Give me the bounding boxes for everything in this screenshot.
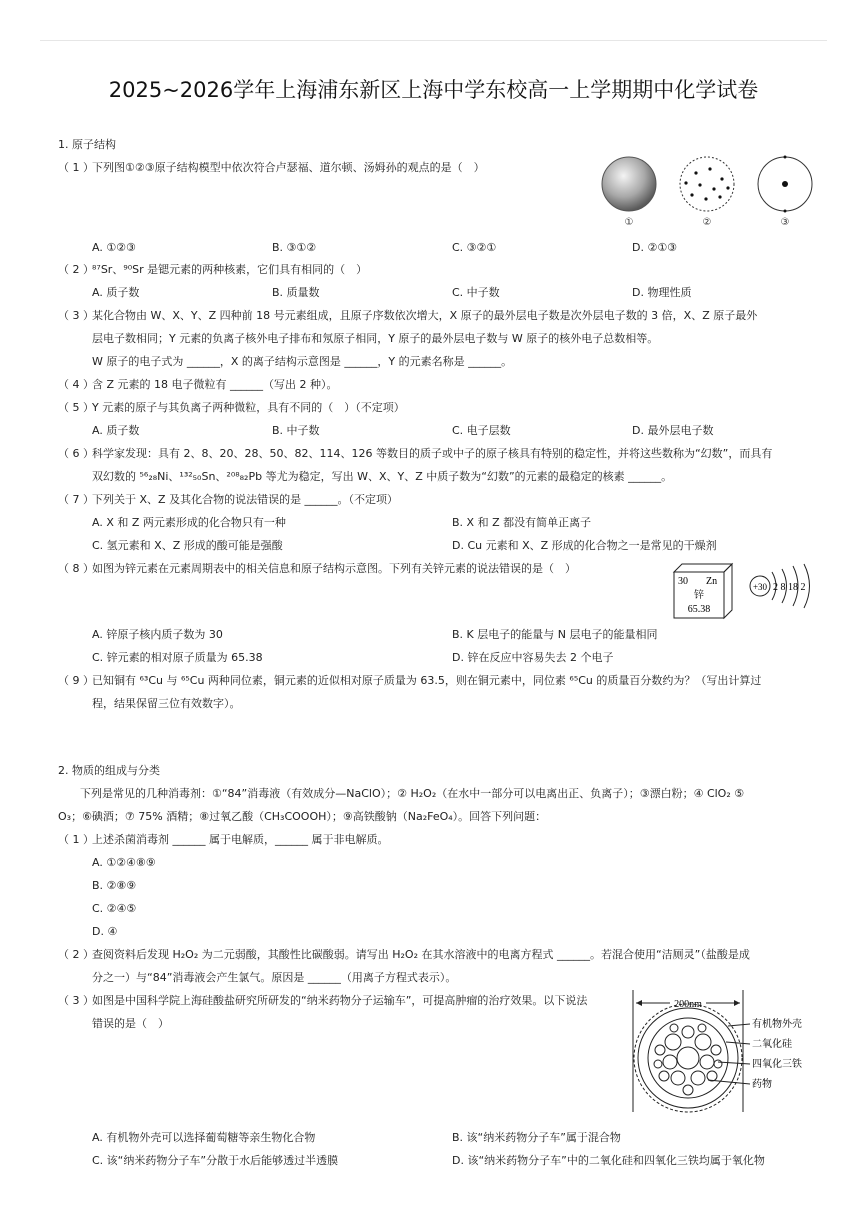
q1-2-option-d[interactable]: D. 物理性质 [632,286,692,299]
section-2-intro-line-1: 下列是常见的几种消毒剂：①“84”消毒液（有效成分—NaClO）；② H₂O₂（在水中一部分可以电离出正、负离子）；③漂白粉；④ ClO₂ ⑤ [80,787,745,800]
section-1-heading: 1. 原子结构 [58,138,116,151]
q1-3-number: （ 3 ） [58,309,94,322]
q1-9-line-2: 程，结果保留三位有效数字）。 [92,697,241,710]
figure-label-3: ③ [780,217,790,228]
figure-label-1: ① [624,217,634,228]
q1-1-option-c[interactable]: C. ③②① [452,241,497,254]
q2-2-number: （ 2 ） [58,948,94,961]
q2-3-number: （ 3 ） [58,994,94,1007]
q1-5-stem: Y 元素的原子与其负离子两种微粒，具有不同的（ ）（不定项） [92,401,405,414]
q1-8-option-b[interactable]: B. K 层电子的能量与 N 层电子的能量相同 [452,628,658,641]
q1-1-option-d[interactable]: D. ②①③ [632,241,678,254]
q2-1-option-c[interactable]: C. ②④⑤ [92,902,137,915]
q1-8-stem: 如图为锌元素在元素周期表中的相关信息和原子结构示意图。下列有关锌元素的说法错误的是（ ） [92,562,576,575]
q1-1-number: （ 1 ） [58,161,94,174]
page-top-rule [40,40,827,41]
q1-8-option-a[interactable]: A. 锌原子核内质子数为 30 [92,628,223,641]
atom-models-figure [600,155,815,230]
q1-8-option-d[interactable]: D. 锌在反应中容易失去 2 个电子 [452,651,614,664]
label-silica: 二氧化硅 [752,1039,792,1050]
q1-9-line-1: 已知铜有 ⁶³Cu 与 ⁶⁵Cu 两种同位素，铜元素的近似相对原子质量为 63.5，则在铜元素中，同位素 ⁶⁵Cu 的质量百分数约为？（写出计算过 [92,674,762,687]
q2-1-stem: 上述杀菌消毒剂 ______ 属于电解质，______ 属于非电解质。 [92,833,389,846]
q2-3-line-2: 错误的是（ ） [92,1017,169,1030]
q2-3-option-c[interactable]: C. 该“纳米药物分子车”分散于水后能够透过半透膜 [92,1154,339,1167]
zinc-atom-structure-diagram [750,564,810,608]
exam-title: 2025~2026学年上海浦东新区上海中学东校高一上学期期中化学试卷 [108,78,759,102]
scale-width-label: 200nm [674,999,702,1010]
zinc-symbol: Zn [706,576,718,587]
zinc-periodic-cell [674,564,732,618]
q1-5-option-a[interactable]: A. 质子数 [92,424,140,437]
q2-1-option-b[interactable]: B. ②⑧⑨ [92,879,137,892]
q1-7-option-c[interactable]: C. 氢元素和 X、Z 形成的酸可能是强酸 [92,539,283,552]
q2-3-option-b[interactable]: B. 该“纳米药物分子车”属于混合物 [452,1131,621,1144]
zinc-nucleus-charge: +30 [752,582,768,592]
q1-6-line-1: 科学家发现：具有 2、8、20、28、50、82、114、126 等数目的质子或中子的原子核具有特别的稳定性，并将这些数称为“幻数”，而具有 [92,447,773,460]
q2-3-option-a[interactable]: A. 有机物外壳可以选择葡萄糖等亲生物化合物 [92,1131,316,1144]
q1-4-stem: 含 Z 元素的 18 电子微粒有 ______（写出 2 种）。 [92,378,338,391]
q1-3-line-1: 某化合物由 W、X、Y、Z 四种前 18 号元素组成，且原子序数依次增大，X 原子的最外层电子数是次外层电子数的 3 倍，X、Z 原子最外 [92,309,758,322]
label-fe3o4: 四氧化三铁 [752,1059,802,1070]
q1-8-option-c[interactable]: C. 锌元素的相对原子质量为 65.38 [92,651,263,664]
figure-label-2: ② [702,217,712,228]
label-drug: 药物 [752,1079,772,1090]
q1-3-line-2: 层电子数相同；Y 元素的负离子核外电子排布和氖原子相同，Y 原子的最外层电子数与 W 原子的核外电子总数相等。 [92,332,659,345]
nano-drug-carrier-figure [628,990,813,1115]
zinc-atomic-number: 30 [678,576,688,587]
q1-8-number: （ 8 ） [58,562,94,575]
q1-1-option-b[interactable]: B. ③①② [272,241,317,254]
q1-7-option-d[interactable]: D. Cu 元素和 X、Z 形成的化合物之一是常见的干燥剂 [452,539,717,552]
q2-2-line-2: 分之一）与“84”消毒液会产生氯气。原因是 ______（用离子方程式表示）。 [92,971,457,984]
q1-1-stem: 下列图①②③原子结构模型中依次符合卢瑟福、道尔顿、汤姆孙的观点的是（ ） [92,161,485,174]
q1-7-number: （ 7 ） [58,493,94,506]
q2-1-option-d[interactable]: D. ④ [92,925,118,938]
q1-4-number: （ 4 ） [58,378,94,391]
q1-5-option-c[interactable]: C. 电子层数 [452,424,511,437]
zinc-electron-config: 2 8 18 2 [773,582,806,593]
nuclear-model-icon [758,156,812,213]
q2-1-option-a[interactable]: A. ①②④⑧⑨ [92,856,156,869]
q1-6-line-2: 双幻数的 ⁵⁶₂₈Ni、¹³²₅₀Sn、²⁰⁸₈₂Pb 等尤为稳定，写出 W、X、Y、Z 中质子数为“幻数”的元素的最稳定的核素 ______。 [92,470,673,483]
q1-9-number: （ 9 ） [58,674,94,687]
q2-3-option-d[interactable]: D. 该“纳米药物分子车”中的二氧化硅和四氧化三铁均属于氧化物 [452,1154,765,1167]
q1-2-number: （ 2 ） [58,263,94,276]
plum-pudding-model-icon [680,157,734,211]
q2-1-number: （ 1 ） [58,833,94,846]
q1-2-option-b[interactable]: B. 质量数 [272,286,320,299]
q1-5-option-b[interactable]: B. 中子数 [272,424,320,437]
q1-7-option-b[interactable]: B. X 和 Z 都没有简单正离子 [452,516,592,529]
q1-7-stem: 下列关于 X、Z 及其化合物的说法错误的是 ______。（不定项） [92,493,399,506]
q1-2-stem: ⁸⁷Sr、⁹⁰Sr 是锶元素的两种核素，它们具有相同的（ ） [92,263,368,276]
q1-1-option-a[interactable]: A. ①②③ [92,241,136,254]
zinc-element-figure [672,562,822,620]
section-2-heading: 2. 物质的组成与分类 [58,764,160,777]
q1-2-option-c[interactable]: C. 中子数 [452,286,500,299]
q1-5-option-d[interactable]: D. 最外层电子数 [632,424,714,437]
solid-sphere-model-icon [602,157,656,211]
label-organic-shell: 有机物外壳 [752,1019,802,1030]
section-2-intro-line-2: O₃；⑥碘酒；⑦ 75% 酒精；⑧过氧乙酸（CH₃COOOH）；⑨高铁酸钠（Na₂FeO₄）。回答下列问题： [58,810,547,823]
q1-2-option-a[interactable]: A. 质子数 [92,286,140,299]
zinc-name: 锌 [694,590,704,601]
q1-5-number: （ 5 ） [58,401,94,414]
zinc-atomic-mass: 65.38 [687,604,711,615]
q2-2-line-1: 查阅资料后发现 H₂O₂ 为二元弱酸，其酸性比碳酸弱。请写出 H₂O₂ 在其水溶液中的电离方程式 ______。若混合使用“洁厕灵”（盐酸是成 [92,948,750,961]
q2-3-line-1: 如图是中国科学院上海硅酸盐研究所研发的“纳米药物分子运输车”，可提高肿瘤的治疗效果。以下说法 [92,994,588,1007]
q1-7-option-a[interactable]: A. X 和 Z 两元素形成的化合物只有一种 [92,516,286,529]
drug-particles [654,1024,722,1095]
q1-3-line-3: W 原子的电子式为 ______，X 的离子结构示意图是 ______，Y 的元素名称是 ______。 [92,355,513,368]
q1-6-number: （ 6 ） [58,447,94,460]
